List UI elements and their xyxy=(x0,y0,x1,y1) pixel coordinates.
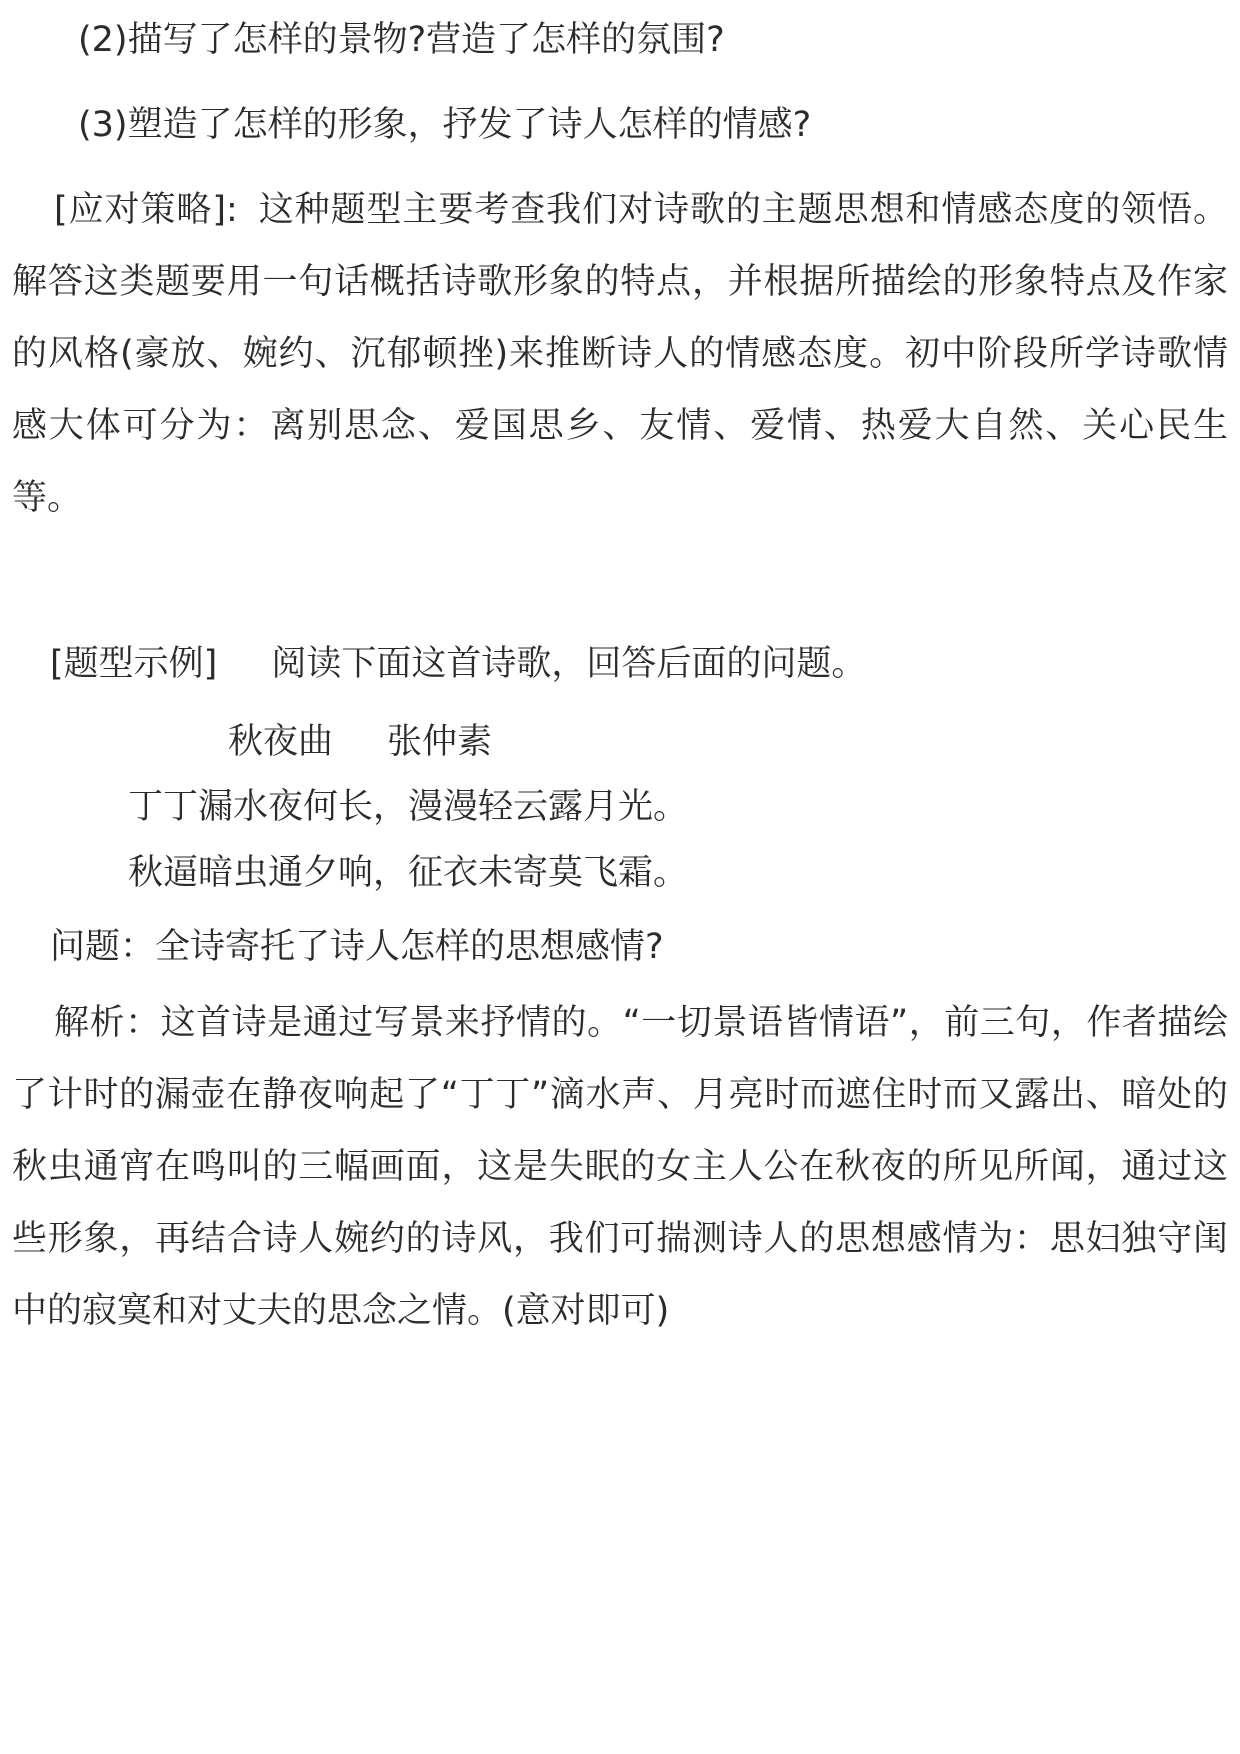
example-label: [题型示例] xyxy=(50,644,218,684)
example-heading xyxy=(50,642,866,686)
poem-title-line xyxy=(228,720,492,764)
question-2: (2)描写了怎样的景物?营造了怎样的氛围? xyxy=(78,20,725,60)
poem-title: 秋夜曲 xyxy=(228,722,334,762)
example-instruction: 阅读下面这首诗歌，回答后面的问题。 xyxy=(271,644,867,684)
question-3: (3)塑造了怎样的形象，抒发了诗人怎样的情感? xyxy=(78,105,812,145)
question-text: 问题：全诗寄托了诗人怎样的思想感情? xyxy=(50,927,664,967)
poem-line-2: 秋逼暗虫通夕响，征衣未寄莫飞霜。 xyxy=(128,853,689,893)
poem-line-1: 丁丁漏水夜何长，漫漫轻云露月光。 xyxy=(128,787,689,827)
analysis-paragraph: 解析：这首诗是通过写景来抒情的。“一切景语皆情语”，前三句，作者描绘了计时的漏壶在静夜响起了“丁丁”滴水声、月亮时而遮住时而又露出、暗处的秋虫通宵在鸣叫的三幅画面，这是失眠的女主人公在秋夜的所见所闻，通过这些形象，再结合诗人婉约的诗风，我们可揣测诗人的思想感情为：思妇独守闺中的寂寞和对丈夫的思念之情。(意对即可) xyxy=(12,1003,1228,1331)
strategy-label: [应对策略]: xyxy=(54,190,238,230)
poem-author: 张仲素 xyxy=(387,722,493,762)
strategy-paragraph xyxy=(12,174,1228,534)
strategy-text: 这种题型主要考查我们对诗歌的主题思想和情感态度的领悟。解答这类题要用一句话概括诗歌形象的特点，并根据所描绘的形象特点及作家的风格(豪放、婉约、沉郁顿挫)来推断诗人的情感态度。初中阶段所学诗歌情感大体可分为：离别思念、爱国思乡、友情、爱情、热爱大自然、关心民生等。 xyxy=(12,190,1228,518)
